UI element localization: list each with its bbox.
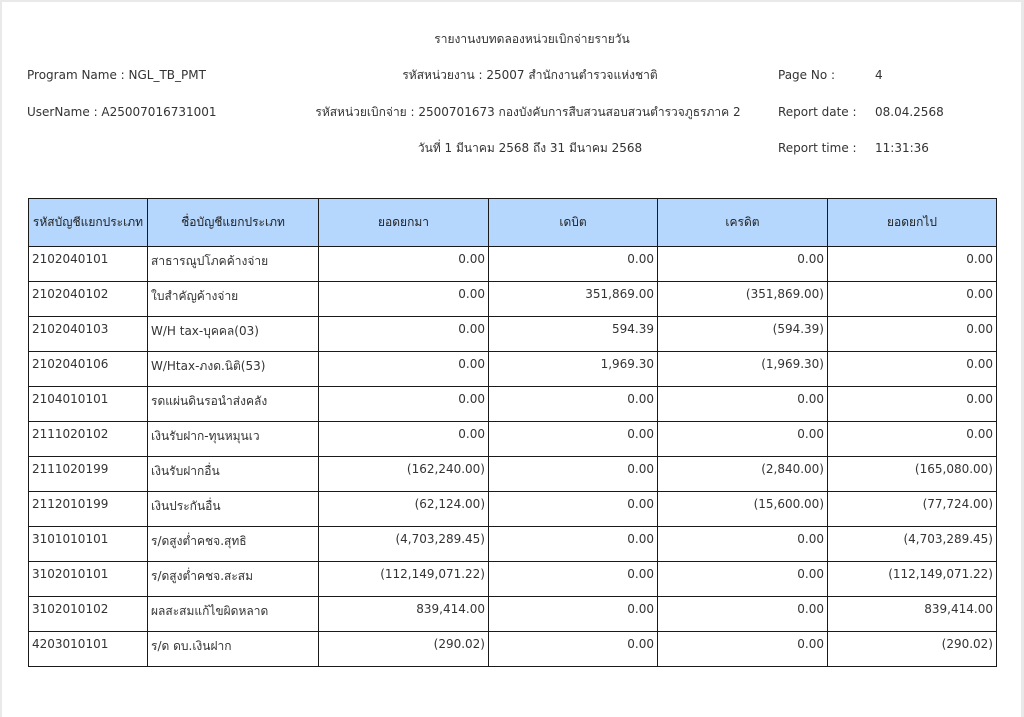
table-body (29, 247, 997, 667)
cell-credit: 0.00 (658, 422, 828, 457)
cell-debit: 0.00 (489, 247, 658, 282)
cell-credit: (15,600.00) (658, 492, 828, 527)
cell-closing-balance: (290.02) (828, 632, 997, 667)
table-row (29, 422, 997, 457)
cell-credit: 0.00 (658, 562, 828, 597)
header-account-code: รหัสบัญชีแยกประเภท (29, 199, 148, 247)
cell-account-name: ร/ดสูงต่ำคชจ.สุทธิ (148, 527, 319, 562)
cell-debit: 0.00 (489, 387, 658, 422)
report-date-value: 08.04.2568 (875, 105, 944, 119)
cell-debit: 0.00 (489, 632, 658, 667)
cell-credit: (351,869.00) (658, 282, 828, 317)
cell-closing-balance: (77,724.00) (828, 492, 997, 527)
cell-credit: 0.00 (658, 597, 828, 632)
header-opening-balance: ยอดยกมา (319, 199, 489, 247)
page-no-value: 4 (875, 68, 883, 82)
cell-opening-balance: 0.00 (319, 387, 489, 422)
cell-debit: 0.00 (489, 562, 658, 597)
table-row (29, 492, 997, 527)
agency-code: รหัสหน่วยงาน : 25007 สำนักงานตำรวจแห่งชาติ (402, 68, 658, 82)
cell-credit: 0.00 (658, 527, 828, 562)
disbursing-unit: รหัสหน่วยเบิกจ่าย : 2500701673 กองบังคับการสืบสวนสอบสวนตำรวจภูธรภาค 2 (315, 105, 741, 119)
cell-opening-balance: 0.00 (319, 282, 489, 317)
cell-closing-balance: (4,703,289.45) (828, 527, 997, 562)
cell-opening-balance: (4,703,289.45) (319, 527, 489, 562)
cell-credit: 0.00 (658, 632, 828, 667)
program-name: Program Name : NGL_TB_PMT (27, 68, 206, 82)
table-row (29, 352, 997, 387)
user-name: UserName : A25007016731001 (27, 105, 217, 119)
header-credit: เครดิต (658, 199, 828, 247)
cell-opening-balance: 0.00 (319, 352, 489, 387)
report-period: วันที่ 1 มีนาคม 2568 ถึง 31 มีนาคม 2568 (417, 141, 643, 155)
cell-account-name: W/Htax-ภงด.นิติ(53) (148, 352, 319, 387)
table-row (29, 387, 997, 422)
cell-opening-balance: 0.00 (319, 247, 489, 282)
cell-account-code: 2104010101 (29, 387, 148, 422)
trial-balance-table (28, 198, 997, 667)
cell-account-code: 3102010101 (29, 562, 148, 597)
cell-debit: 1,969.30 (489, 352, 658, 387)
cell-account-code: 3101010101 (29, 527, 148, 562)
table-header-row (29, 199, 997, 247)
cell-account-name: เงินประกันอื่น (148, 492, 319, 527)
cell-debit: 0.00 (489, 492, 658, 527)
cell-debit: 594.39 (489, 317, 658, 352)
cell-account-name: สาธารณูปโภคค้างจ่าย (148, 247, 319, 282)
cell-debit: 0.00 (489, 527, 658, 562)
cell-account-code: 2111020199 (29, 457, 148, 492)
cell-account-name: ใบสำคัญค้างจ่าย (148, 282, 319, 317)
cell-opening-balance: (290.02) (319, 632, 489, 667)
header-closing-balance: ยอดยกไป (828, 199, 997, 247)
cell-account-name: W/H tax-บุคคล(03) (148, 317, 319, 352)
cell-closing-balance: 0.00 (828, 317, 997, 352)
cell-credit: (1,969.30) (658, 352, 828, 387)
cell-credit: 0.00 (658, 247, 828, 282)
cell-closing-balance: 0.00 (828, 352, 997, 387)
report-title: รายงานงบทดลองหน่วยเบิกจ่ายรายวัน (434, 32, 630, 46)
cell-opening-balance: (162,240.00) (319, 457, 489, 492)
cell-debit: 351,869.00 (489, 282, 658, 317)
table-row (29, 597, 997, 632)
cell-account-name: เงินรับฝากอื่น (148, 457, 319, 492)
cell-opening-balance: 0.00 (319, 317, 489, 352)
table-row (29, 632, 997, 667)
header-debit: เดบิต (489, 199, 658, 247)
cell-account-name: ร/ด ดบ.เงินฝาก (148, 632, 319, 667)
cell-closing-balance: (165,080.00) (828, 457, 997, 492)
cell-account-code: 2111020102 (29, 422, 148, 457)
cell-debit: 0.00 (489, 422, 658, 457)
cell-debit: 0.00 (489, 597, 658, 632)
cell-credit: 0.00 (658, 387, 828, 422)
cell-opening-balance: (62,124.00) (319, 492, 489, 527)
cell-account-name: เงินรับฝาก-ทุนหมุนเว (148, 422, 319, 457)
cell-opening-balance: 0.00 (319, 422, 489, 457)
cell-account-code: 2112010199 (29, 492, 148, 527)
report-page (2, 2, 1021, 717)
cell-closing-balance: (112,149,071.22) (828, 562, 997, 597)
table-row (29, 247, 997, 282)
cell-account-code: 2102040102 (29, 282, 148, 317)
cell-account-code: 2102040101 (29, 247, 148, 282)
cell-credit: (594.39) (658, 317, 828, 352)
report-date-label: Report date : (778, 105, 857, 119)
cell-account-code: 3102010102 (29, 597, 148, 632)
cell-account-name: รดแผ่นดินรอนำส่งคลัง (148, 387, 319, 422)
table-row (29, 457, 997, 492)
cell-credit: (2,840.00) (658, 457, 828, 492)
table-row (29, 282, 997, 317)
cell-opening-balance: 839,414.00 (319, 597, 489, 632)
report-time-label: Report time : (778, 141, 857, 155)
cell-closing-balance: 0.00 (828, 282, 997, 317)
header-account-name: ชื่อบัญชีแยกประเภท (148, 199, 319, 247)
table-row (29, 562, 997, 597)
cell-debit: 0.00 (489, 457, 658, 492)
cell-opening-balance: (112,149,071.22) (319, 562, 489, 597)
cell-closing-balance: 0.00 (828, 247, 997, 282)
table-row (29, 317, 997, 352)
cell-account-code: 2102040103 (29, 317, 148, 352)
cell-account-name: ผลสะสมแก้ไขผิดหลาด (148, 597, 319, 632)
table-row (29, 527, 997, 562)
page-no-label: Page No : (778, 68, 836, 82)
cell-account-name: ร/ดสูงต่ำคชจ.สะสม (148, 562, 319, 597)
cell-account-code: 4203010101 (29, 632, 148, 667)
cell-account-code: 2102040106 (29, 352, 148, 387)
report-time-value: 11:31:36 (875, 141, 929, 155)
cell-closing-balance: 0.00 (828, 387, 997, 422)
cell-closing-balance: 0.00 (828, 422, 997, 457)
cell-closing-balance: 839,414.00 (828, 597, 997, 632)
